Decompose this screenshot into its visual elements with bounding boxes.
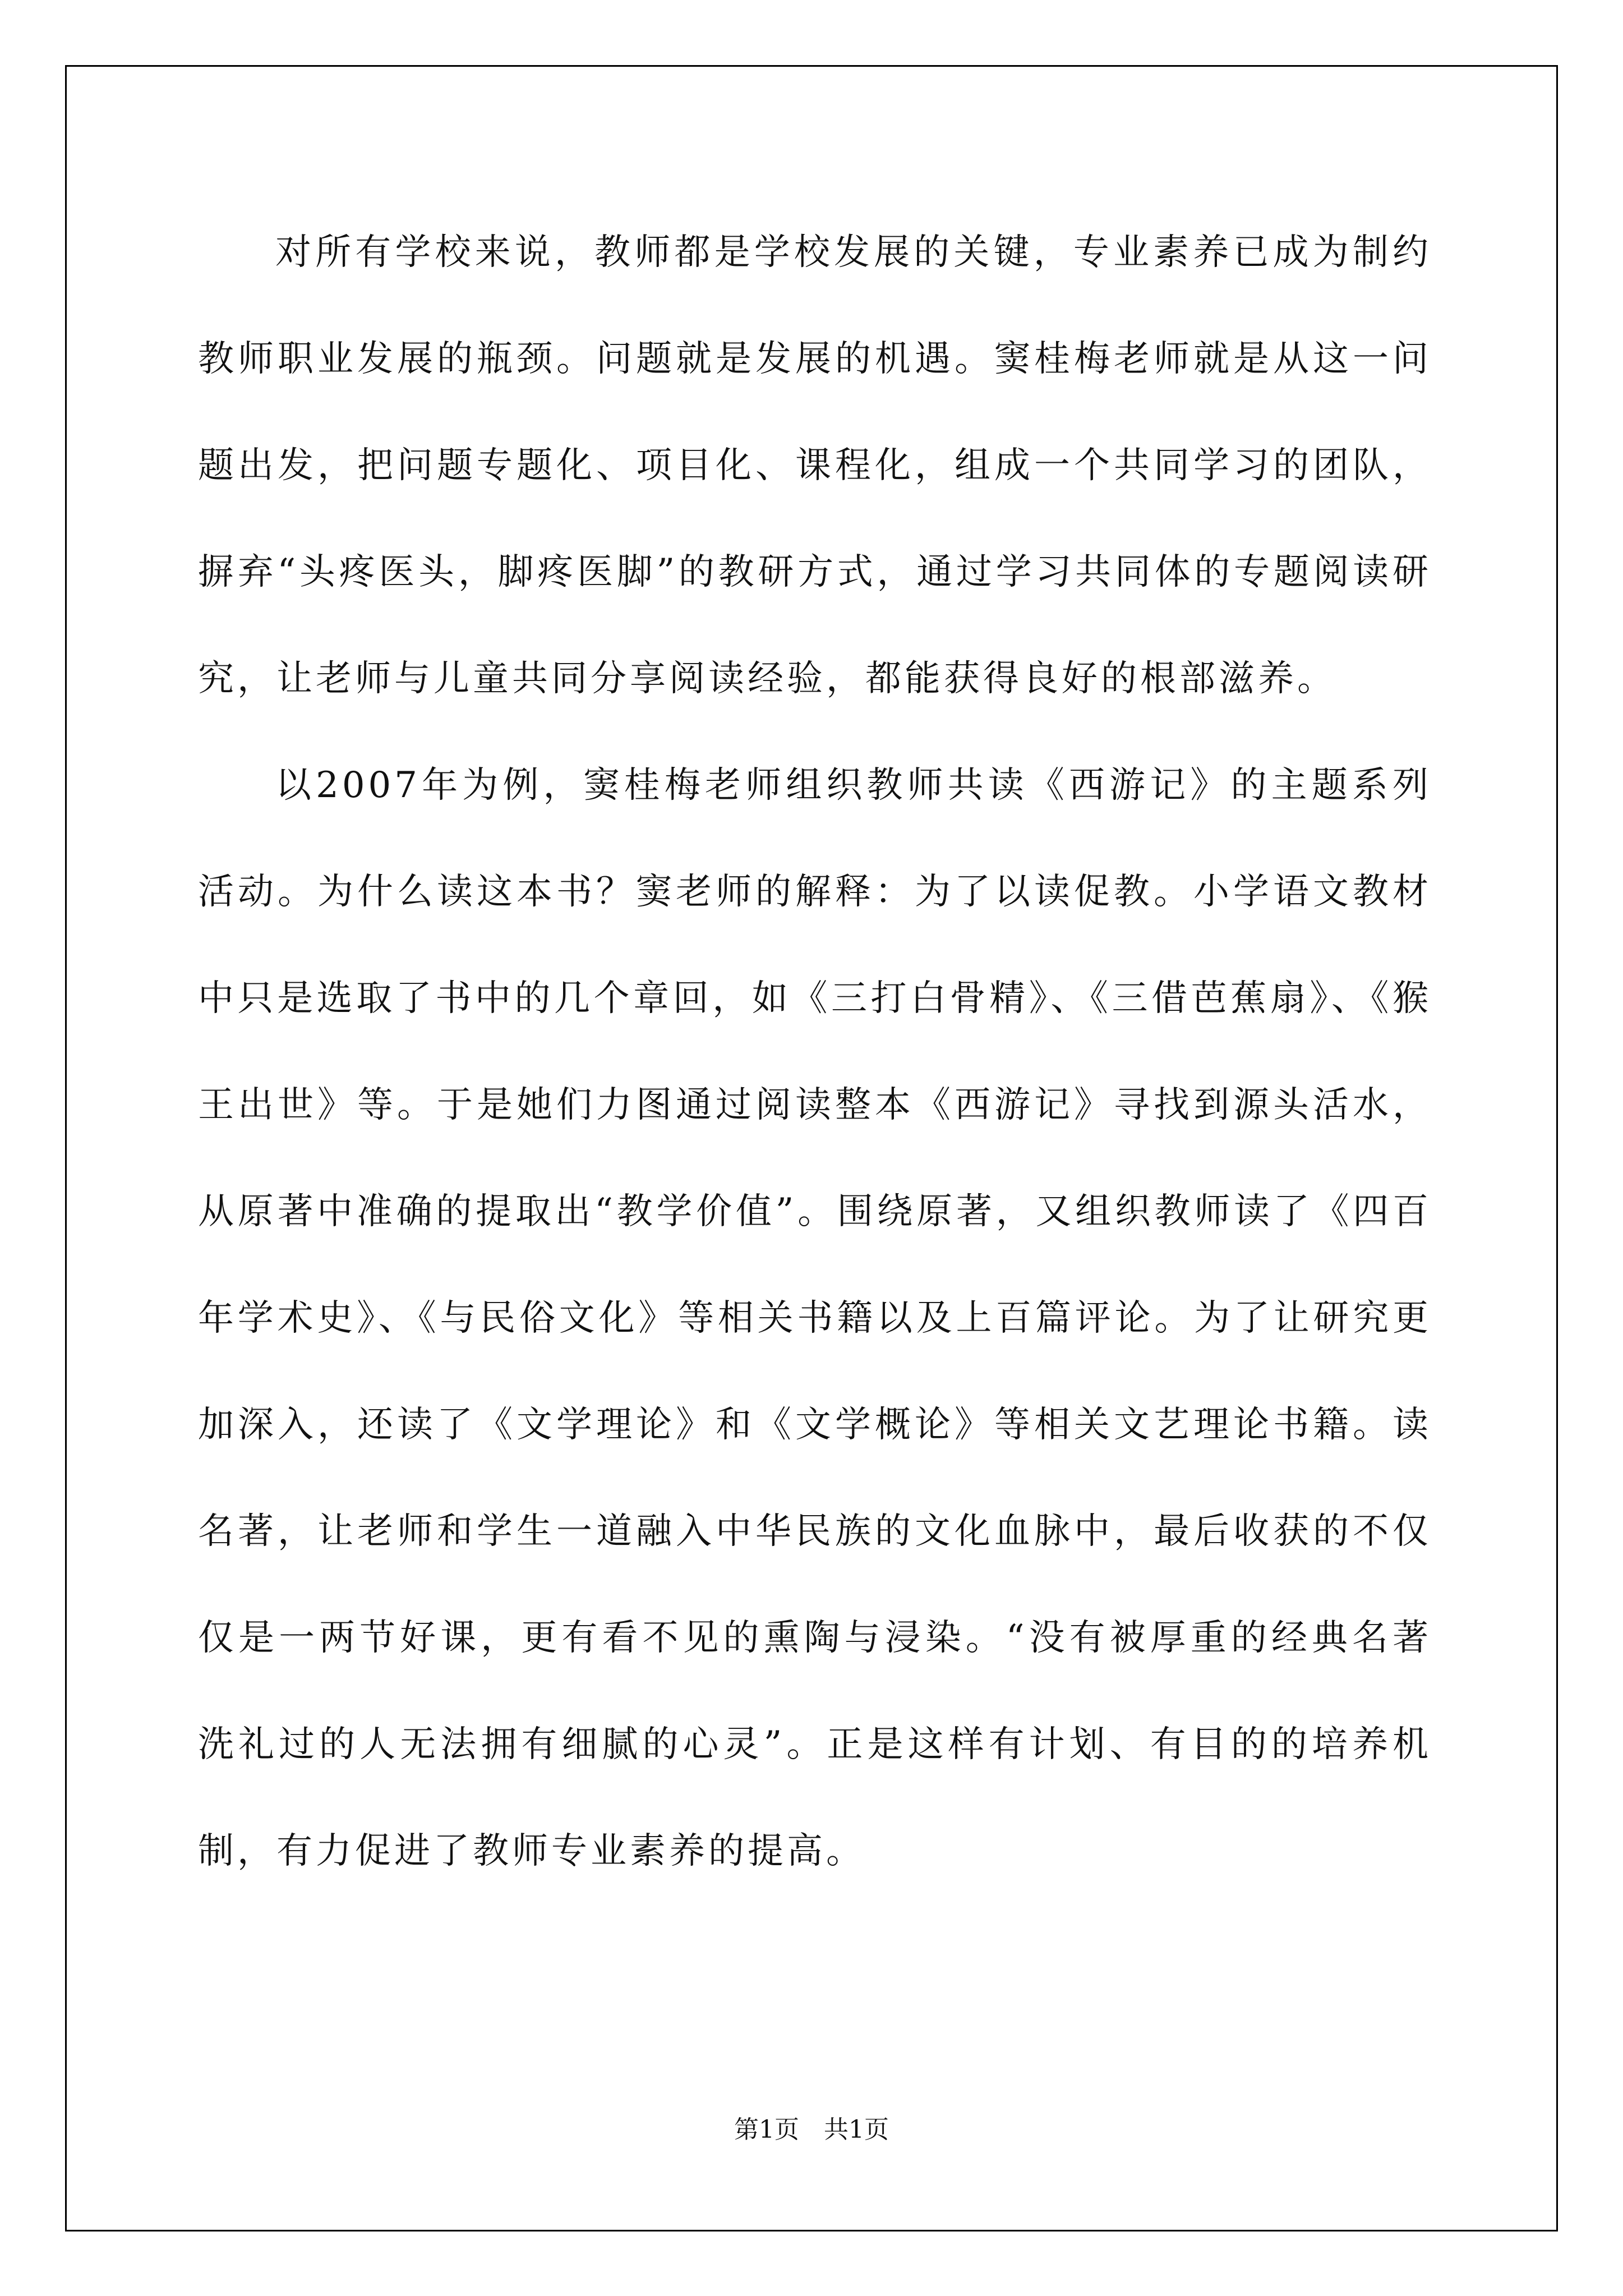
- paragraph-1: 对所有学校来说，教师都是学校发展的关键，专业素养已成为制约教师职业发展的瓶颈。问题就是发展的机遇。窦桂梅老师就是从这一问题出发，把问题专题化、项目化、课程化，组成一个共同学习的团队，摒弃“头疼医头，脚疼医脚”的教研方式，通过学习共同体的专题阅读研究，让老师与儿童共同分享阅读经验，都能获得良好的根部滋养。: [198, 232, 1432, 700]
- document-body: [198, 199, 1432, 1904]
- paragraph-2: 以2007年为例，窦桂梅老师组织教师共读《西游记》的主题系列活动。为什么读这本书？窦老师的解释：为了以读促教。小学语文教材中只是选取了书中的几个章回，如《三打白骨精》、《三借芭蕉扇》、《猴王出世》等。于是她们力图通过阅读整本《西游记》寻找到源头活水，从原著中准确的提取出“教学价值”。围绕原著，又组织教师读了《四百年学术史》、《与民俗文化》等相关书籍以及上百篇评论。为了让研究更加深入，还读了《文学理论》和《文学概论》等相关文艺理论书籍。读名著，让老师和学生一道融入中华民族的文化血脉中，最后收获的不仅仅是一两节好课，更有看不见的熏陶与浸染。“没有被厚重的经典名著洗礼过的人无法拥有细腻的心灵”。正是这样有计划、有目的的培养机制，有力促进了教师专业素养的提高。: [198, 765, 1432, 1872]
- page-number-footer: 第1页 共1页: [734, 2115, 889, 2144]
